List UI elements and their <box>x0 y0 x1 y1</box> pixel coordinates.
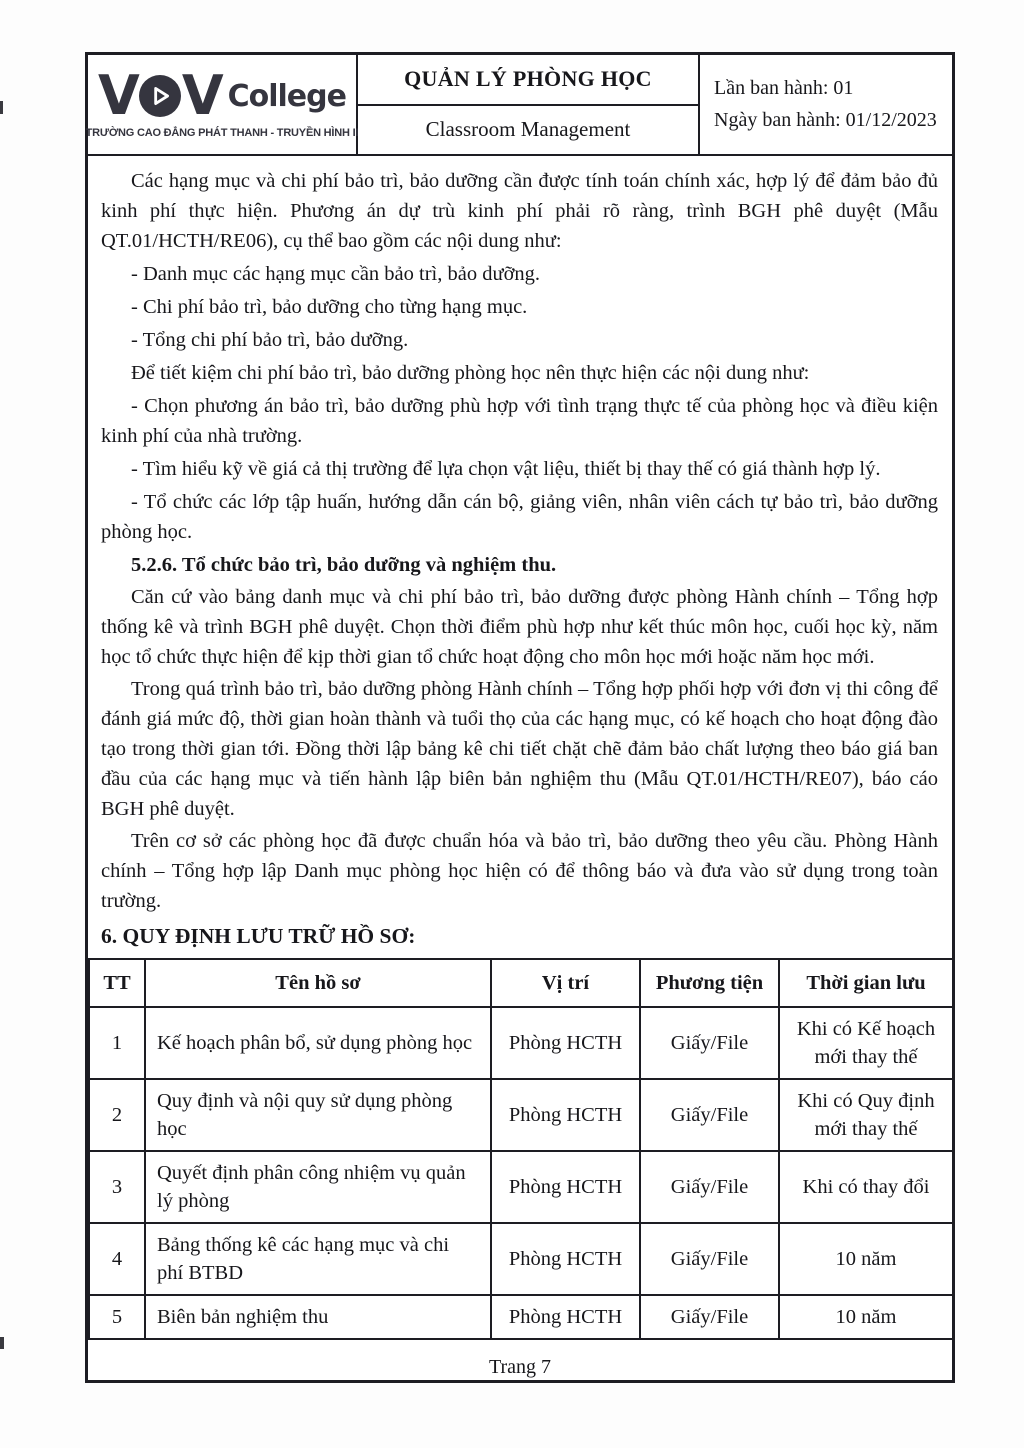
table-cell: 2 <box>89 1079 145 1151</box>
play-icon <box>139 75 181 117</box>
scan-artifact <box>0 1337 4 1349</box>
page-number: Trang 7 <box>488 1356 552 1378</box>
table-cell: Giấy/File <box>640 1079 779 1151</box>
document-header <box>85 55 952 156</box>
school-name: TRƯỜNG CAO ĐẲNG PHÁT THANH - TRUYỀN HÌNH II <box>85 127 359 139</box>
paragraph: Trên cơ sở các phòng học đã được chuẩn hóa và bảo trì, bảo dưỡng theo yêu cầu. Phòng Hành chính – Tổng hợp lập Danh mục phòng học hiện có để thông báo và đưa vào sử dụng trong toàn trường. <box>101 830 938 912</box>
records-table <box>88 958 954 1340</box>
column-header: Phương tiện <box>640 959 779 1007</box>
paragraph: - Tìm hiểu kỹ về giá cả thị trường để lựa chọn vật liệu, thiết bị thay thế có giá thành hợp lý. <box>131 458 881 480</box>
paragraph: - Chọn phương án bảo trì, bảo dưỡng phù hợp với tình trạng thực tế của phòng học và điều kiện kinh phí của nhà trường. <box>101 395 938 447</box>
table-cell: 3 <box>89 1151 145 1223</box>
table-cell: Giấy/File <box>640 1295 779 1339</box>
scan-artifact <box>0 101 3 114</box>
table-cell: 5 <box>89 1295 145 1339</box>
table-cell: Giấy/File <box>640 1223 779 1295</box>
column-header: TT <box>89 959 145 1007</box>
document-title-vi: QUẢN LÝ PHÒNG HỌC <box>358 55 698 106</box>
paragraph: - Tổng chi phí bảo trì, bảo dưỡng. <box>131 329 409 351</box>
paragraph: Trong quá trình bảo trì, bảo dưỡng phòng Hành chính – Tổng hợp phối hợp với đơn vị thi công để đánh giá mức độ, thời gian hoàn thành và tuổi thọ của các hạng mục, có kế hoạch cho hoạt động đào tạo trong thời gian tới. Đồng thời lập bảng kê chi tiết chặt chẽ đảm bảo chất lượng theo báo giá ban đầu của các hạng mục và tiến hành lập biên bản nghiệm thu (Mẫu QT.01/HCTH/RE07), báo cáo BGH phê duyệt. <box>101 678 938 820</box>
logo <box>85 55 359 154</box>
document-title-en: Classroom Management <box>425 117 631 142</box>
table-row <box>89 1295 953 1339</box>
table-cell: Phòng HCTH <box>491 1223 640 1295</box>
records-table-body <box>89 1007 953 1339</box>
table-cell: Khi có thay đổi <box>779 1151 953 1223</box>
document-page <box>85 52 955 1383</box>
column-header: Vị trí <box>491 959 640 1007</box>
table-cell: 1 <box>89 1007 145 1079</box>
paragraph: - Tổ chức các lớp tập huấn, hướng dẫn cán bộ, giảng viên, nhân viên cách tự bảo trì, bảo dưỡng phòng học. <box>101 491 938 543</box>
paragraph: - Danh mục các hạng mục cần bảo trì, bảo dưỡng. <box>131 263 541 285</box>
column-header: Thời gian lưu <box>779 959 953 1007</box>
table-cell: Phòng HCTH <box>491 1151 640 1223</box>
table-cell: Phòng HCTH <box>491 1079 640 1151</box>
logo-letter-v-left: V <box>98 64 136 127</box>
table-row <box>89 1079 953 1151</box>
column-header: Tên hồ sơ <box>145 959 491 1007</box>
table-row <box>89 1007 953 1079</box>
title-block <box>358 55 700 154</box>
paragraph: Các hạng mục và chi phí bảo trì, bảo dưỡng cần được tính toán chính xác, hợp lý để đảm bảo đủ kinh phí thực hiện. Phương án dự trù kinh phí phải rõ ràng, trình BGH phê duyệt (Mẫu QT.01/HCTH/RE06), cụ thể bao gồm các nội dung như: <box>101 170 938 252</box>
table-row <box>89 1223 953 1295</box>
section-heading: 5.2.6. Tổ chức bảo trì, bảo dưỡng và nghiệm thu. <box>131 554 557 576</box>
table-cell: Giấy/File <box>640 1007 779 1079</box>
issue-info <box>700 55 952 154</box>
table-cell: 10 năm <box>779 1223 953 1295</box>
table-cell: Biên bản nghiệm thu <box>145 1295 491 1339</box>
document-body <box>88 156 952 951</box>
logo-letter-v-right: V <box>181 64 220 127</box>
table-cell: Phòng HCTH <box>491 1295 640 1339</box>
logo-college-text: College <box>227 78 346 114</box>
records-table-header-row <box>89 959 953 1007</box>
paragraph: Để tiết kiệm chi phí bảo trì, bảo dưỡng phòng học nên thực hiện các nội dung như: <box>131 362 810 384</box>
table-row <box>89 1151 953 1223</box>
paragraph: - Chi phí bảo trì, bảo dưỡng cho từng hạng mục. <box>131 296 528 318</box>
table-cell: 10 năm <box>779 1295 953 1339</box>
section-heading: 6. QUY ĐỊNH LƯU TRỮ HỒ SƠ: <box>101 924 416 948</box>
issue-number: Lần ban hành: 01 <box>714 77 854 99</box>
table-cell: Bảng thống kê các hạng mục và chi phí BTBD <box>145 1223 491 1295</box>
vov-college-logo <box>98 64 346 127</box>
table-cell: 4 <box>89 1223 145 1295</box>
paragraph: Căn cứ vào bảng danh mục và chi phí bảo trì, bảo dưỡng được phòng Hành chính – Tổng hợp thống kê và trình BGH phê duyệt. Chọn thời điểm phù hợp như kết thúc môn học, cuối học kỳ, năm học tổ chức thực hiện để kịp thời gian tổ chức hoạt động cho môn học mới hoặc năm học mới. <box>101 586 938 668</box>
issue-date: Ngày ban hành: 01/12/2023 <box>714 109 937 131</box>
table-cell: Quy định và nội quy sử dụng phòng học <box>145 1079 491 1151</box>
table-cell: Khi có Kế hoạch mới thay thế <box>779 1007 953 1079</box>
table-cell: Khi có Quy định mới thay thế <box>779 1079 953 1151</box>
table-cell: Kế hoạch phân bổ, sử dụng phòng học <box>145 1007 491 1079</box>
table-cell: Quyết định phân công nhiệm vụ quản lý phòng <box>145 1151 491 1223</box>
table-cell: Phòng HCTH <box>491 1007 640 1079</box>
table-cell: Giấy/File <box>640 1151 779 1223</box>
